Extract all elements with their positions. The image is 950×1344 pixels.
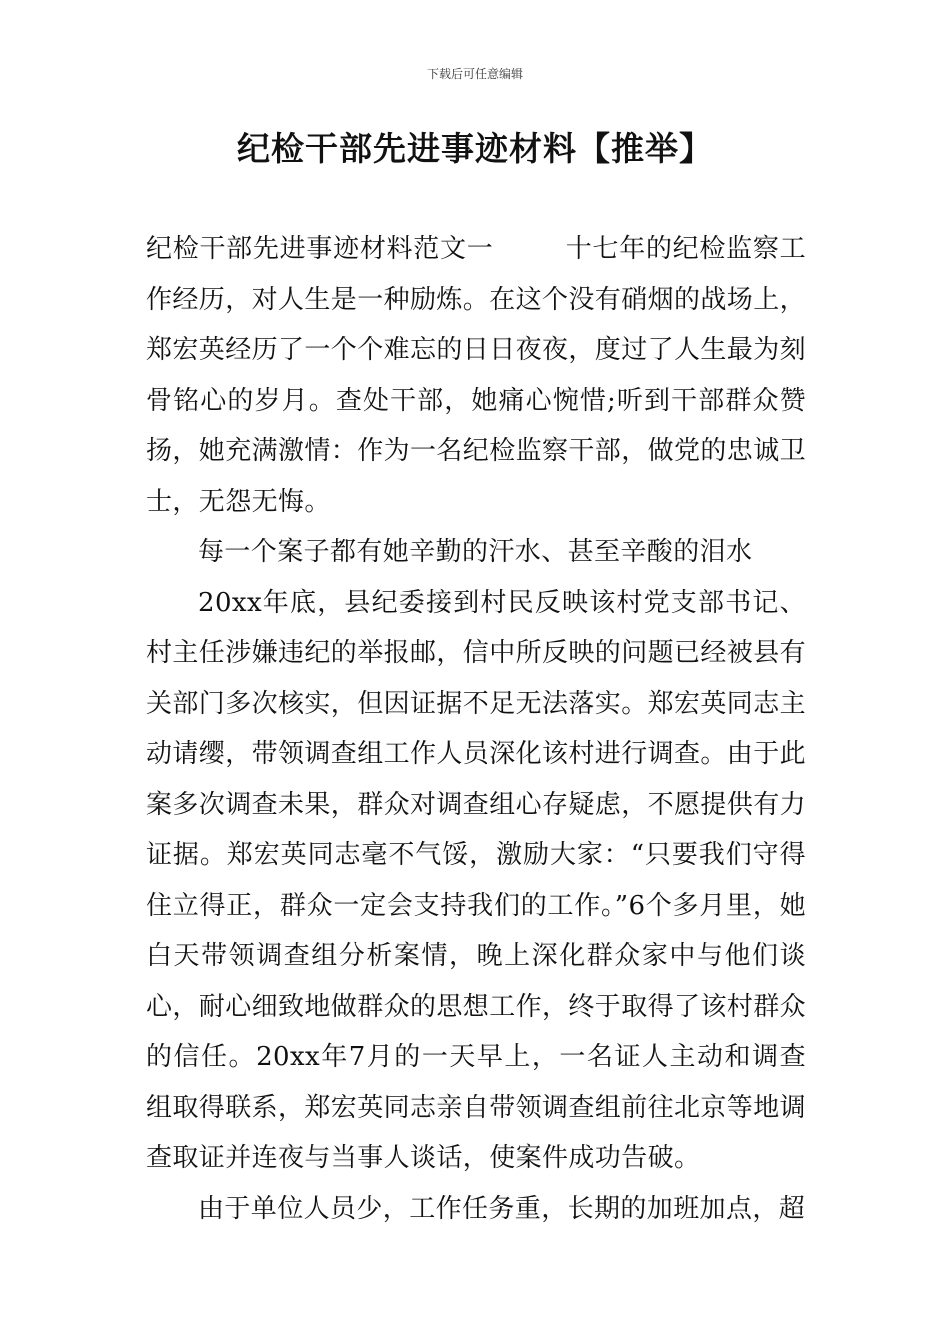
paragraph-intro [146, 224, 806, 527]
paragraph-lead: 纪检干部先进事迹材料范文一 [146, 234, 494, 264]
paragraph-subheading: 每一个案子都有她辛勤的汗水、甚至辛酸的泪水 [198, 537, 753, 567]
document-body [146, 224, 806, 1234]
document-title: 纪检干部先进事迹材料【推举】 [237, 129, 713, 168]
paragraph-text: 十七年的纪检监察工作经历，对人生是一种励炼。在这个没有硝烟的战场上，郑宏英经历了一个个难忘的日日夜夜，度过了人生最为刻骨铭心的岁月。查处干部，她痛心惋惜;听到干部群众赞扬，她充满激情：作为一名纪检监察干部，做党的忠诚卫士，无怨无悔。 [146, 234, 807, 517]
paragraph-workload: 由于单位人员少，工作任务重，长期的加班加点，超 [198, 1193, 806, 1224]
header-note: 下载后可任意编辑 [426, 67, 523, 81]
paragraph-case: 20xx年底，县纪委接到村民反映该村党支部书记、村主任涉嫌违纪的举报邮，信中所反映的问题已经被县有关部门多次核实，但因证据不足无法落实。郑宏英同志主动请缨，带领调查组工作人员深化该村进行调查。由于此案多次调查未果，群众对调查组心存疑虑，不愿提供有力证据。郑宏英同志毫不气馁，激励大家：“只要我们守得住立得正，群众一定会支持我们的工作。”6个多月里，她白天带领调查组分析案情，晚上深化群众家中与他们谈心，耐心细致地做群众的思想工作，终于取得了该村群众的信任。20xx年7月的一天早上，一名证人主动和调查组取得联系，郑宏英同志亲自带领调查组前往北京等地调查取证并连夜与当事人谈话，使案件成功告破。 [146, 587, 807, 1173]
